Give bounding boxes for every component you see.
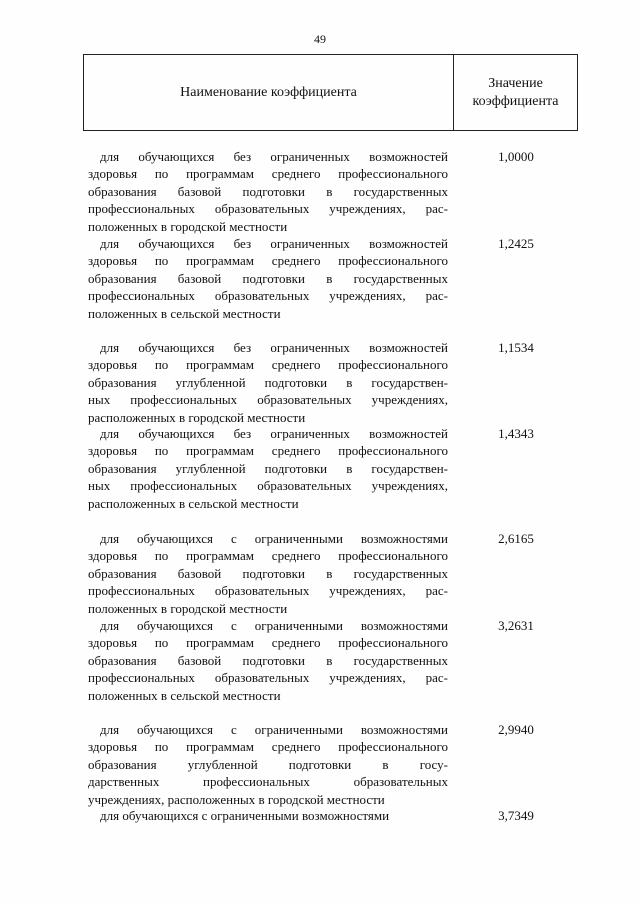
row-description xyxy=(88,339,448,426)
row-description xyxy=(88,617,448,704)
row-description-line: образования базовой подготовки в государственных xyxy=(88,652,448,668)
row-description xyxy=(88,425,448,512)
row-description-line: расположенных в сельской местности xyxy=(88,495,299,511)
row-description-line: здоровья по программам среднего профессионального xyxy=(88,443,448,459)
row-description-line: расположенных в городской местности xyxy=(88,409,306,425)
row-description-line: дарственных профессиональных образовательных xyxy=(88,774,448,790)
row-description-line: образования базовой подготовки в государственных xyxy=(88,270,448,286)
row-description-line: здоровья по программам среднего профессионального xyxy=(88,253,448,269)
table-header xyxy=(83,54,578,131)
row-description-line: для обучающихся без ограниченных возможностей xyxy=(100,426,448,441)
row-coefficient-value: 1,2425 xyxy=(498,236,534,251)
row-description-line: для обучающихся с ограниченными возможностями xyxy=(100,618,448,633)
row-description-line: для обучающихся без ограниченных возможностей xyxy=(100,149,448,164)
table-row xyxy=(88,721,578,808)
page-number: 49 xyxy=(314,32,326,46)
table-row xyxy=(88,148,578,235)
row-description-line: учреждениях, расположенных в городской местности xyxy=(88,791,385,807)
table-row xyxy=(88,530,578,617)
row-description-line: профессиональных образовательных учреждениях, рас- xyxy=(88,201,448,217)
row-description-line: профессиональных образовательных учреждениях, рас- xyxy=(88,288,448,304)
row-description-line: образования углубленной подготовки в госу- xyxy=(88,756,448,772)
row-description-line: ных профессиональных образовательных учреждениях, xyxy=(88,478,448,494)
row-description xyxy=(88,148,448,235)
row-description xyxy=(88,807,448,824)
row-coefficient-value: 1,1534 xyxy=(498,340,534,355)
row-description-line: положенных в сельской местности xyxy=(88,687,281,703)
row-description-line: положенных в городской местности xyxy=(88,218,288,234)
row-description-line: образования базовой подготовки в государственных xyxy=(88,183,448,199)
row-description-line: для обучающихся с ограниченными возможностями xyxy=(100,808,390,823)
row-description xyxy=(88,530,448,617)
row-description-line: положенных в городской местности xyxy=(88,600,288,616)
table-row xyxy=(88,617,578,704)
row-description-line: для обучающихся без ограниченных возможностей xyxy=(100,340,448,355)
row-description-line: положенных в сельской местности xyxy=(88,305,281,321)
row-description-line: здоровья по программам среднего профессионального xyxy=(88,357,448,373)
row-description-line: образования углубленной подготовки в государствен- xyxy=(88,374,448,390)
row-description-line: здоровья по программам среднего профессионального xyxy=(88,635,448,651)
row-coefficient-value: 3,2631 xyxy=(498,618,534,633)
row-description-line: образования углубленной подготовки в государствен- xyxy=(88,460,448,476)
row-coefficient-value: 1,0000 xyxy=(498,149,534,164)
row-description-line: здоровья по программам среднего профессионального xyxy=(88,548,448,564)
table-row xyxy=(88,235,578,322)
row-description-line: для обучающихся без ограниченных возможностей xyxy=(100,236,448,251)
row-description-line: профессиональных образовательных учреждениях, рас- xyxy=(88,583,448,599)
row-description-line: здоровья по программам среднего профессионального xyxy=(88,166,448,182)
table-row xyxy=(88,807,578,824)
header-coefficient-value: Значение коэффициента xyxy=(472,75,559,109)
row-description-line: для обучающихся с ограниченными возможностями xyxy=(100,531,448,546)
row-coefficient-value: 2,9940 xyxy=(498,722,534,737)
row-description xyxy=(88,235,448,322)
row-description-line: для обучающихся с ограниченными возможностями xyxy=(100,722,448,737)
table-row xyxy=(88,339,578,426)
row-coefficient-value: 1,4343 xyxy=(498,426,534,441)
row-coefficient-value: 2,6165 xyxy=(498,531,534,546)
row-description-line: профессиональных образовательных учреждениях, рас- xyxy=(88,670,448,686)
row-description-line: здоровья по программам среднего профессионального xyxy=(88,739,448,755)
header-coefficient-name: Наименование коэффициента xyxy=(84,55,454,130)
row-description-line: образования базовой подготовки в государственных xyxy=(88,565,448,581)
row-description-line: ных профессиональных образовательных учреждениях, xyxy=(88,392,448,408)
table-row xyxy=(88,425,578,512)
row-description xyxy=(88,721,448,808)
row-coefficient-value: 3,7349 xyxy=(498,808,534,823)
